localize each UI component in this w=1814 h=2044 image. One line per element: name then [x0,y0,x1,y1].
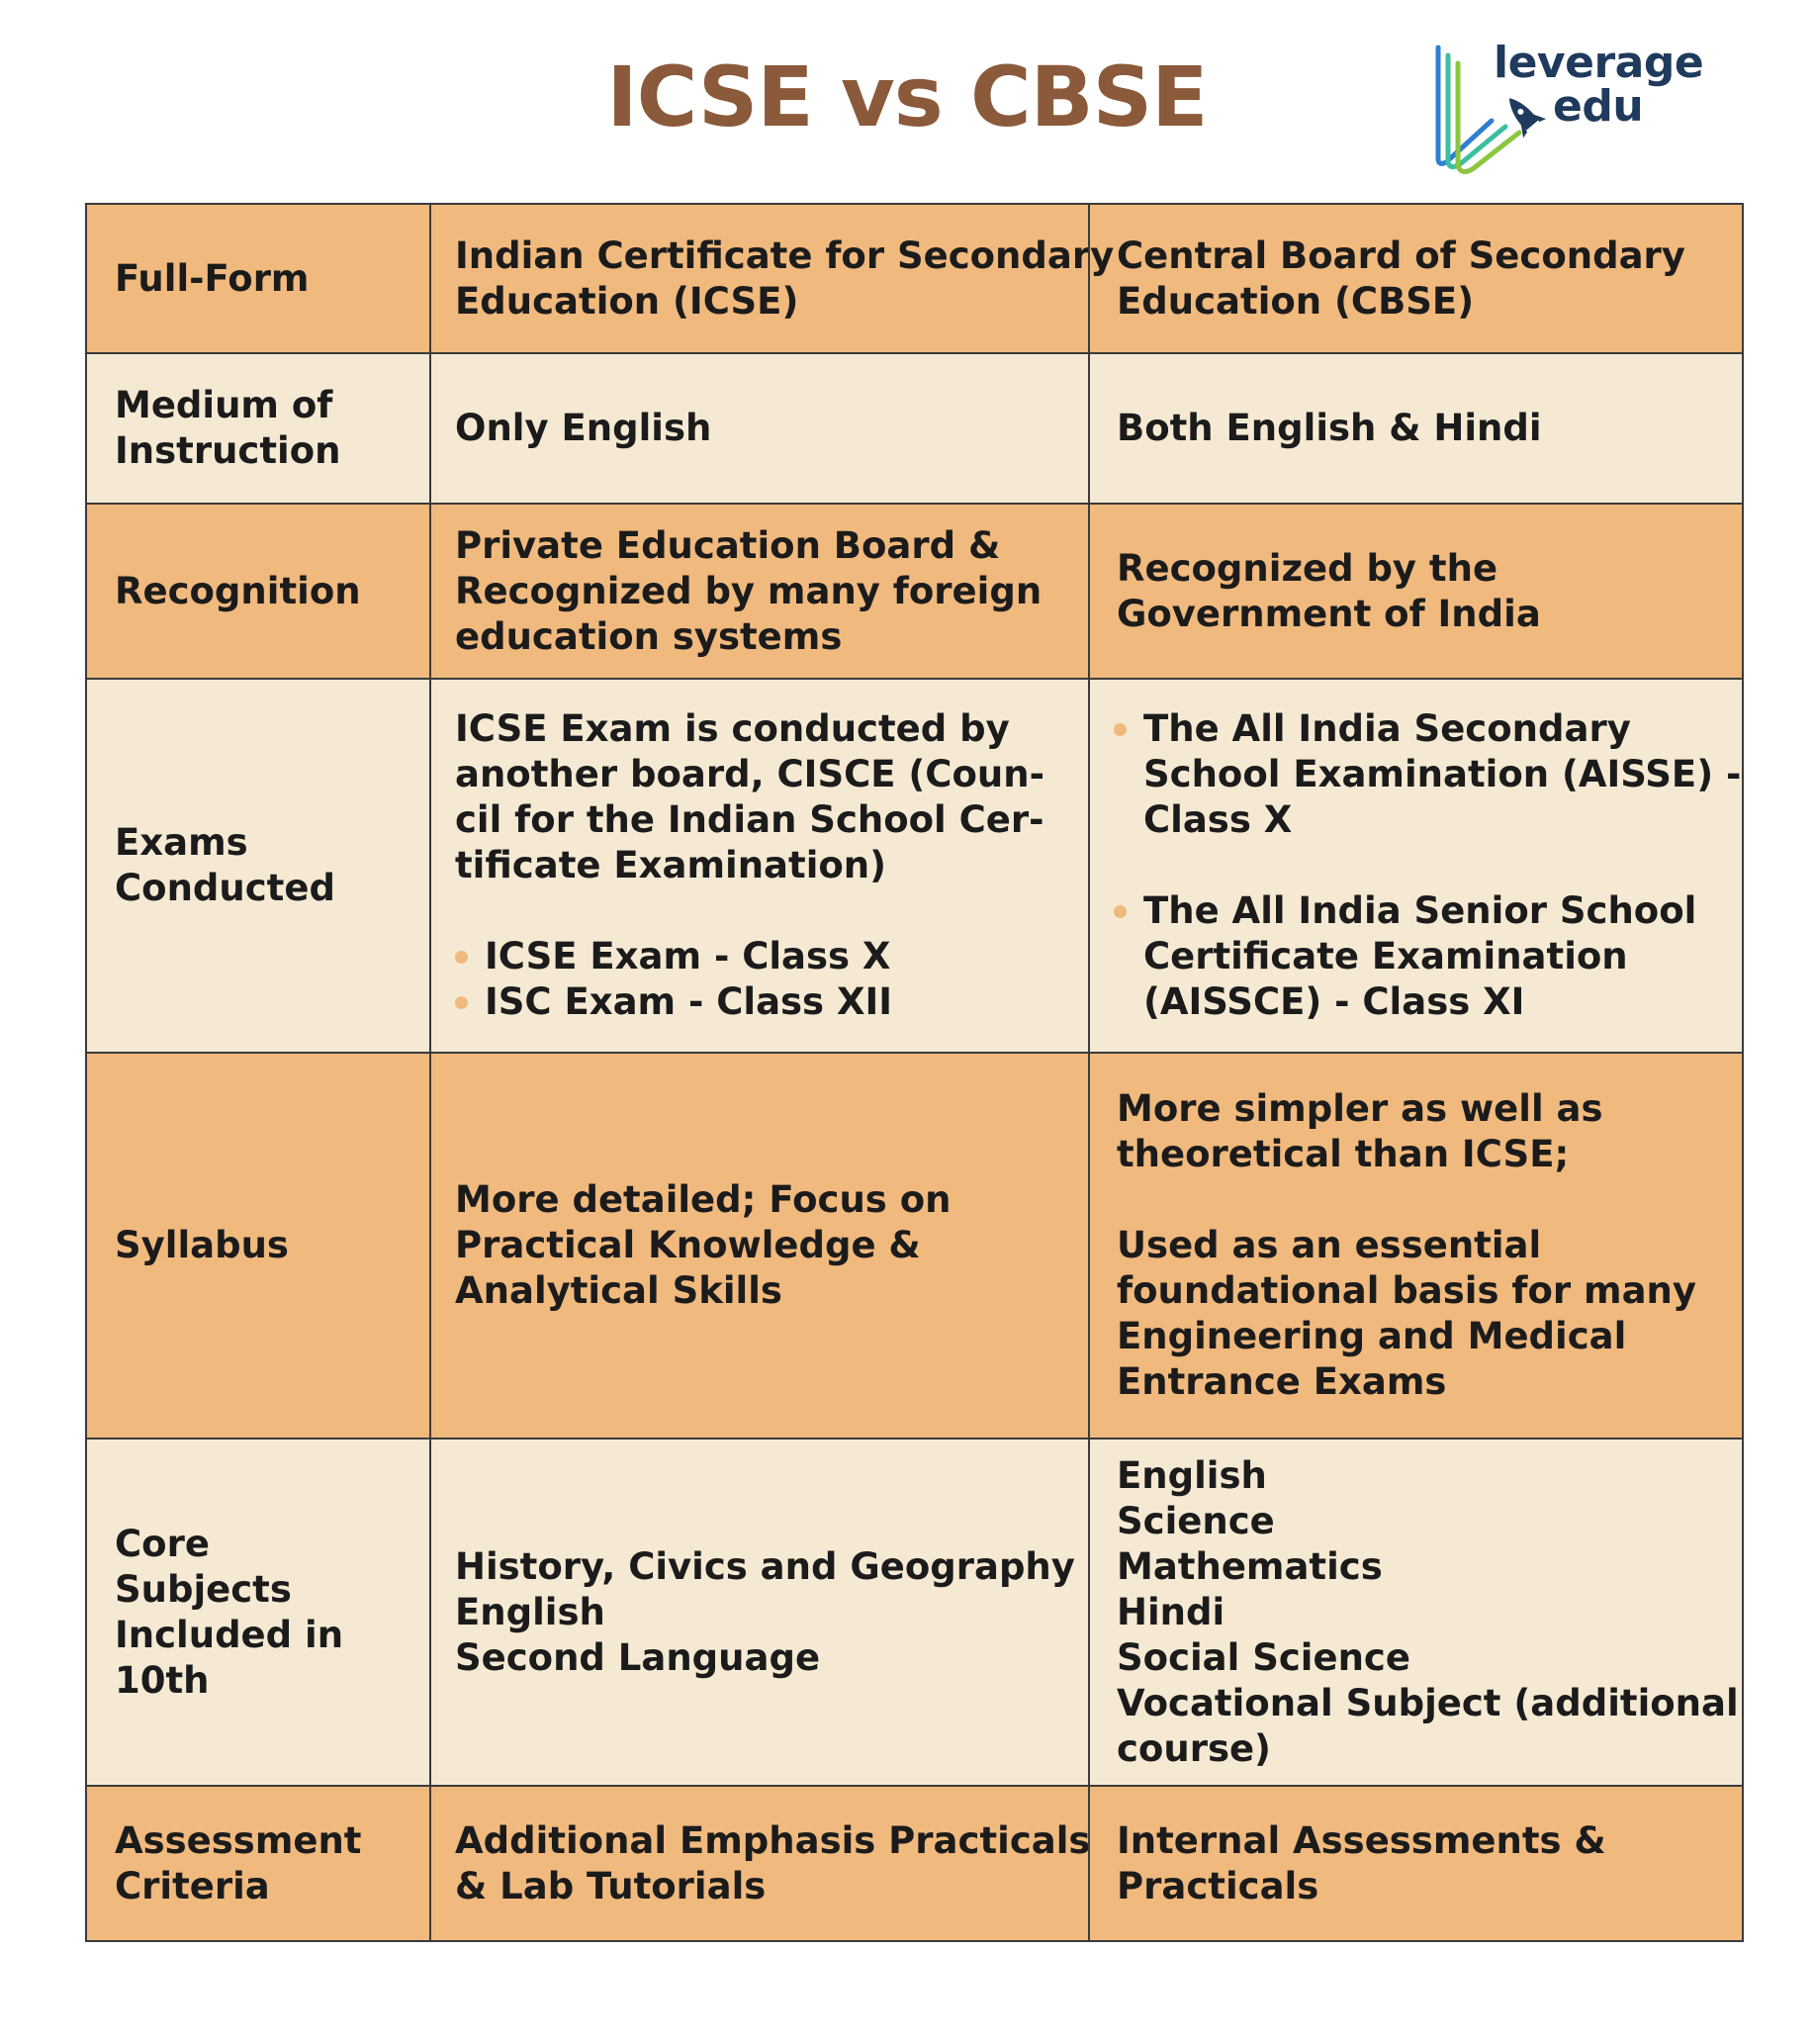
text-line: Hindi [1117,1590,1225,1633]
text-line: Indian Certificate for Secondary [455,233,1115,277]
icse-assessment [429,1787,1091,1940]
list-item-text: The All India Secondary [1143,707,1631,750]
text-line: Entrance Exams [1117,1360,1447,1403]
text-line: More detailed; Focus on [455,1178,952,1221]
text-line: Central Board of Secondary [1117,233,1685,277]
icse-medium [429,354,1088,503]
text-line: Analytical Skills [455,1269,782,1312]
text-line: Practical Knowledge & [455,1224,921,1266]
label-line: Full-Form [115,256,310,300]
label-line: 10th [115,1658,210,1702]
text-line: More simpler as well as [1117,1087,1603,1130]
text-line: Engineering and Medical [1117,1315,1627,1357]
row-label-exams [87,680,429,1052]
icse-syllabus [429,1054,1088,1438]
text-line: Government of India [1117,592,1541,635]
text-line: & Lab Tutorials [455,1864,767,1907]
text-line: Social Science [1117,1635,1410,1679]
cbse-recognition [1088,505,1744,678]
text-line: cil for the Indian School Cer- [455,798,1044,841]
text-line: tificate Examination) [455,844,887,886]
row-label-syllabus [87,1054,429,1438]
icse-core-subjects [429,1440,1088,1785]
icse-full-form [429,205,1115,352]
text-line: course) [1117,1726,1271,1770]
label-line: Subjects [115,1567,292,1611]
text-line: Recognized by the [1117,546,1498,590]
label-line: Syllabus [115,1224,289,1266]
label-line: Included in [115,1613,344,1656]
label-line: Core [115,1522,210,1565]
list-item-text: Certificate Examination [1143,935,1628,977]
bullet-icon [1114,723,1127,736]
comparison-table [85,203,1744,1942]
text-line: Both English & Hindi [1117,407,1542,449]
cbse-syllabus [1088,1054,1744,1438]
list-item-text: ICSE Exam - Class X [485,935,891,977]
table-row-syllabus [87,1052,1742,1438]
text-line: Recognized by many foreign [455,569,1043,612]
text-line: theoretical than ICSE; [1117,1133,1570,1175]
logo-text-edu: edu [1553,81,1644,132]
page-title: ICSE vs CBSE [606,48,1208,145]
table-row-full-form [87,205,1742,352]
list-item-text: Class X [1143,798,1293,841]
text-line: ICSE Exam is conducted by [455,707,1010,750]
bullet-icon [455,951,468,964]
cbse-medium [1088,354,1744,503]
label-line: Assessment [115,1818,362,1862]
text-line: Internal Assessments & [1117,1818,1606,1862]
text-line: Second Language [455,1635,821,1679]
text-line: Vocational Subject (additional [1117,1681,1739,1724]
bullet-icon [1114,905,1127,918]
text-line: English [1117,1453,1267,1497]
logo-text-leverage: leverage [1494,38,1704,88]
table-row-exams [87,678,1742,1052]
list-item [455,979,1078,1025]
label-line: Exams [115,821,248,864]
row-label-recognition [87,505,429,678]
icse-recognition [429,505,1088,678]
text-line: Used as an essential [1117,1224,1542,1266]
bullet-icon [455,996,468,1009]
cbse-full-form [1088,205,1744,352]
cbse-exams [1088,680,1744,1052]
label-line: Criteria [115,1864,270,1907]
row-label-assessment [87,1787,429,1940]
text-line: English [455,1590,605,1633]
list-item [455,934,1078,979]
text-line: foundational basis for many [1117,1269,1697,1312]
list-item-text: ISC Exam - Class XII [485,980,893,1023]
list-item [1114,706,1742,843]
leverage-edu-logo [1432,40,1709,178]
row-label-medium [87,354,429,503]
row-label-full-form [87,205,429,352]
label-line: Medium of [115,384,333,426]
text-line: education systems [455,614,843,658]
table-row-recognition [87,503,1742,678]
text-line: Mathematics [1117,1544,1383,1588]
list-item [1114,888,1730,1025]
label-line: Recognition [115,569,361,612]
text-line: Practicals [1117,1864,1319,1907]
text-line: Additional Emphasis Practicals [455,1818,1091,1862]
text-line: another board, CISCE (Coun- [455,753,1044,795]
list-item-text: The All India Senior School [1143,889,1697,932]
table-row-assessment [87,1785,1742,1940]
cbse-assessment [1088,1787,1744,1940]
list-item-text: (AISSCE) - Class XI [1143,980,1525,1023]
text-line: Only English [455,407,712,449]
cbse-core-subjects [1088,1440,1744,1785]
label-line: Conducted [115,867,335,909]
list-item-text: School Examination (AISSE) - [1143,753,1742,795]
table-row-medium [87,352,1742,503]
table-row-core-subjects [87,1438,1742,1785]
text-line: Private Education Board & [455,523,1001,567]
text-line: Education (CBSE) [1117,279,1475,323]
icse-exams [429,680,1088,1052]
label-line: Instruction [115,429,341,472]
text-line: Education (ICSE) [455,279,799,323]
text-line: Science [1117,1499,1275,1542]
row-label-core-subjects [87,1440,429,1785]
text-line: History, Civics and Geography [455,1544,1075,1588]
